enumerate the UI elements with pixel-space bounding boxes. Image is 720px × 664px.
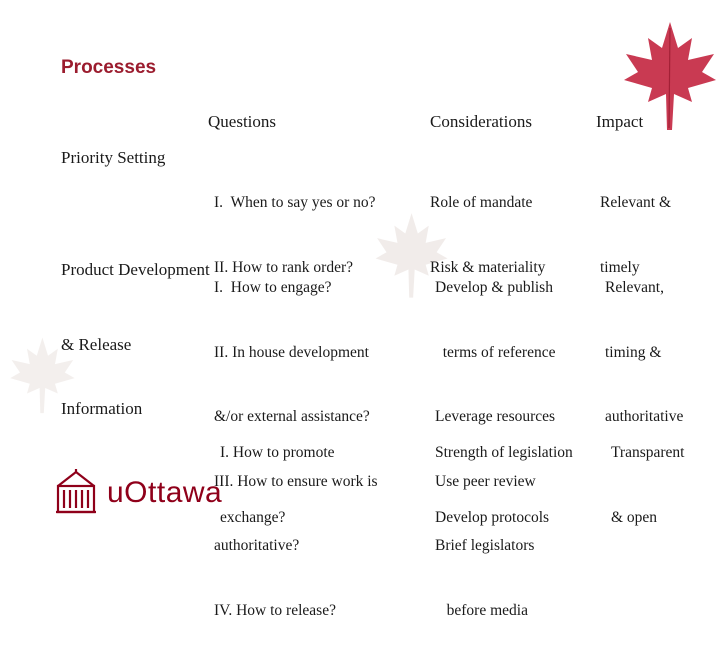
row-label-line: & Release (61, 335, 132, 354)
row3-impact (611, 399, 684, 571)
consideration-line: Develop & publish (435, 279, 553, 296)
impact-line: timing & (605, 343, 662, 361)
consideration-line: Role of mandate (430, 194, 533, 211)
header-considerations: Considerations (430, 112, 532, 131)
uottawa-wordmark: uOttawa (107, 476, 223, 509)
question-line: I. How to promote (220, 444, 335, 461)
consideration-line: before media (435, 601, 528, 619)
impact-line: Relevant & (600, 194, 672, 211)
question-line: exchange? (220, 508, 286, 526)
question-line: I. When to say yes or no? (214, 194, 376, 211)
slide-title: Processes (61, 57, 157, 78)
header-impact: Impact (596, 112, 644, 131)
question-line: II. How to rank order? (214, 258, 354, 276)
question-line: I. How to engage? (214, 279, 332, 296)
row-label-information: Information (61, 399, 143, 418)
question-line: authoritative? (214, 537, 300, 554)
header-questions: Questions (208, 112, 276, 131)
consideration-line: Leverage resources (435, 408, 556, 425)
consideration-line: terms of reference (435, 343, 556, 361)
row-label-product-development (61, 207, 210, 407)
consideration-line: Develop protocols (435, 508, 550, 526)
question-line: IV. How to release? (214, 601, 336, 619)
question-line: III. How to ensure work is (214, 472, 378, 490)
consideration-line: Brief legislators (435, 537, 535, 554)
impact-line: & open (611, 508, 658, 526)
impact-line: authoritative (605, 408, 684, 425)
question-line: II. In house development (214, 343, 369, 361)
row-label-priority-setting: Priority Setting (61, 148, 166, 167)
consideration-line: Use peer review (435, 472, 536, 490)
impact-line: Relevant, (605, 279, 664, 296)
question-line: &/or external assistance? (214, 408, 370, 425)
impact-line: timely (600, 258, 640, 276)
university-building-icon (54, 468, 98, 516)
consideration-line: Strength of legislation (435, 444, 573, 461)
row3-considerations (435, 399, 573, 571)
row3-questions (220, 399, 335, 571)
row-label-line: Product Development (61, 260, 210, 279)
impact-line: Transparent (611, 444, 685, 461)
consideration-line: Risk & materiality (430, 258, 546, 276)
